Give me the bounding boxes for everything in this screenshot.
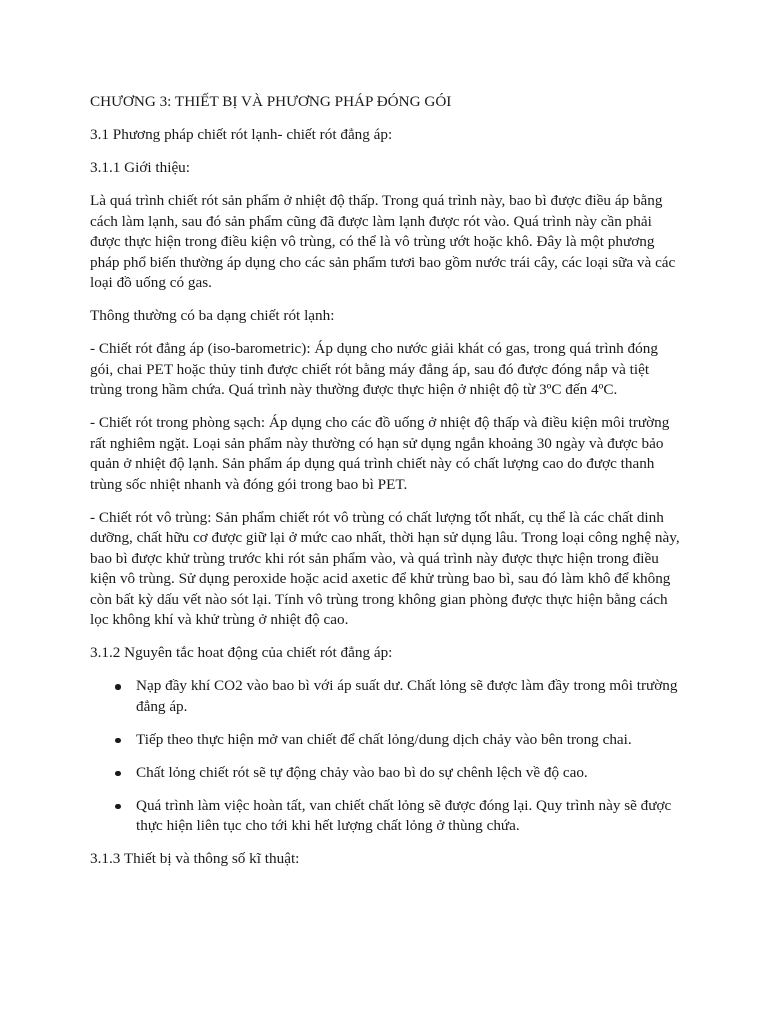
types-intro-paragraph: Thông thường có ba dạng chiết rót lạnh:	[90, 307, 335, 324]
section-heading-3-1-3: 3.1.3 Thiết bị và thông số kĩ thuật:	[90, 850, 300, 867]
bullet-item	[90, 730, 684, 751]
bullet-item	[90, 763, 684, 784]
bullet-dot-icon	[115, 804, 121, 810]
isobaric-filling-paragraph: - Chiết rót đẳng áp (iso-barometric): Áp dụng cho nước giải khát có gas, trong quá trình đóng gói, chai PET hoặc thủy tinh được chiết rót bằng máy đẳng áp, sau đó được đóng nắp và tiệt trùng trong hầm chứa. Quá trình này thường được thực hiện ở nhiệt độ từ 3ºC đến 4ºC.	[90, 340, 658, 398]
section-heading-3-1-1: 3.1.1 Giới thiệu:	[90, 159, 190, 176]
aseptic-filling-paragraph: - Chiết rót vô trùng: Sản phẩm chiết rót vô trùng có chất lượng tốt nhất, cụ thể là các chất dinh dưỡng, chất hữu cơ được giữ lại ở mức cao nhất, thời hạn sử dụng lâu. Trong loại công nghệ này, bao bì được khử trùng trước khi rót sản phẩm vào, và quá trình này được thực hiện trong điều kiện vô trùng. Sử dụng peroxide hoặc acid axetic để khử trùng bao bì, sau đó làm khô để không còn bất kỳ dấu vết nào sót lại. Tính vô trùng trong không gian phòng được thực hiện bằng cách lọc không khí và khử trùng ở nhiệt độ cao.	[90, 508, 680, 628]
cleanroom-filling-paragraph: - Chiết rót trong phòng sạch: Áp dụng cho các đồ uống ở nhiệt độ thấp và điều kiện môi trường rất nghiêm ngặt. Loại sản phẩm này thường có hạn sử dụng ngắn khoảng 30 ngày và được bảo quản ở nhiệt độ lạnh. Sản phẩm áp dụng quá trình chiết này có chất lượng cao do được thanh trùng sốc nhiệt nhanh và đóng gói trong bao bì PET.	[90, 414, 670, 493]
bullet-text: Tiếp theo thực hiện mở van chiết để chất lỏng/dung dịch chảy vào bên trong chai.	[136, 730, 632, 748]
intro-paragraph: Là quá trình chiết rót sản phẩm ở nhiệt độ thấp. Trong quá trình này, bao bì được điều áp bằng cách làm lạnh, sau đó sản phẩm cũng đã được làm lạnh được rót vào. Quá trình này cần phải được thực hiện trong điều kiện vô trùng, có thể là vô trùng ướt hoặc khô. Đây là một phương pháp phổ biến thường áp dụng cho các sản phẩm tươi bao gồm nước trái cây, các loại sữa và các loại đồ uống có gas.	[90, 192, 676, 291]
bullet-text: Quá trình làm việc hoàn tất, van chiết chất lỏng sẽ được đóng lại. Quy trình này sẽ được thực hiện liên tục cho tới khi hết lượng chất lỏng ở thùng chứa.	[136, 796, 672, 834]
principle-bullet-list	[90, 676, 684, 837]
section-heading-3-1-2: 3.1.2 Nguyên tắc hoat động của chiết rót đẳng áp:	[90, 644, 393, 661]
document-page	[90, 92, 684, 882]
section-heading-3-1: 3.1 Phương pháp chiết rót lạnh- chiết rót đẳng áp:	[90, 126, 393, 143]
bullet-dot-icon	[115, 684, 121, 690]
bullet-item	[90, 676, 684, 717]
bullet-item	[90, 796, 684, 837]
chapter-title: CHƯƠNG 3: THIẾT BỊ VÀ PHƯƠNG PHÁP ĐÓNG GÓI	[90, 93, 452, 110]
bullet-text: Nạp đầy khí CO2 vào bao bì với áp suất dư. Chất lỏng sẽ được làm đầy trong môi trường đẳng áp.	[136, 677, 678, 715]
bullet-dot-icon	[115, 771, 121, 777]
bullet-dot-icon	[115, 738, 121, 744]
bullet-text: Chất lỏng chiết rót sẽ tự động chảy vào bao bì do sự chênh lệch về độ cao.	[136, 763, 588, 781]
